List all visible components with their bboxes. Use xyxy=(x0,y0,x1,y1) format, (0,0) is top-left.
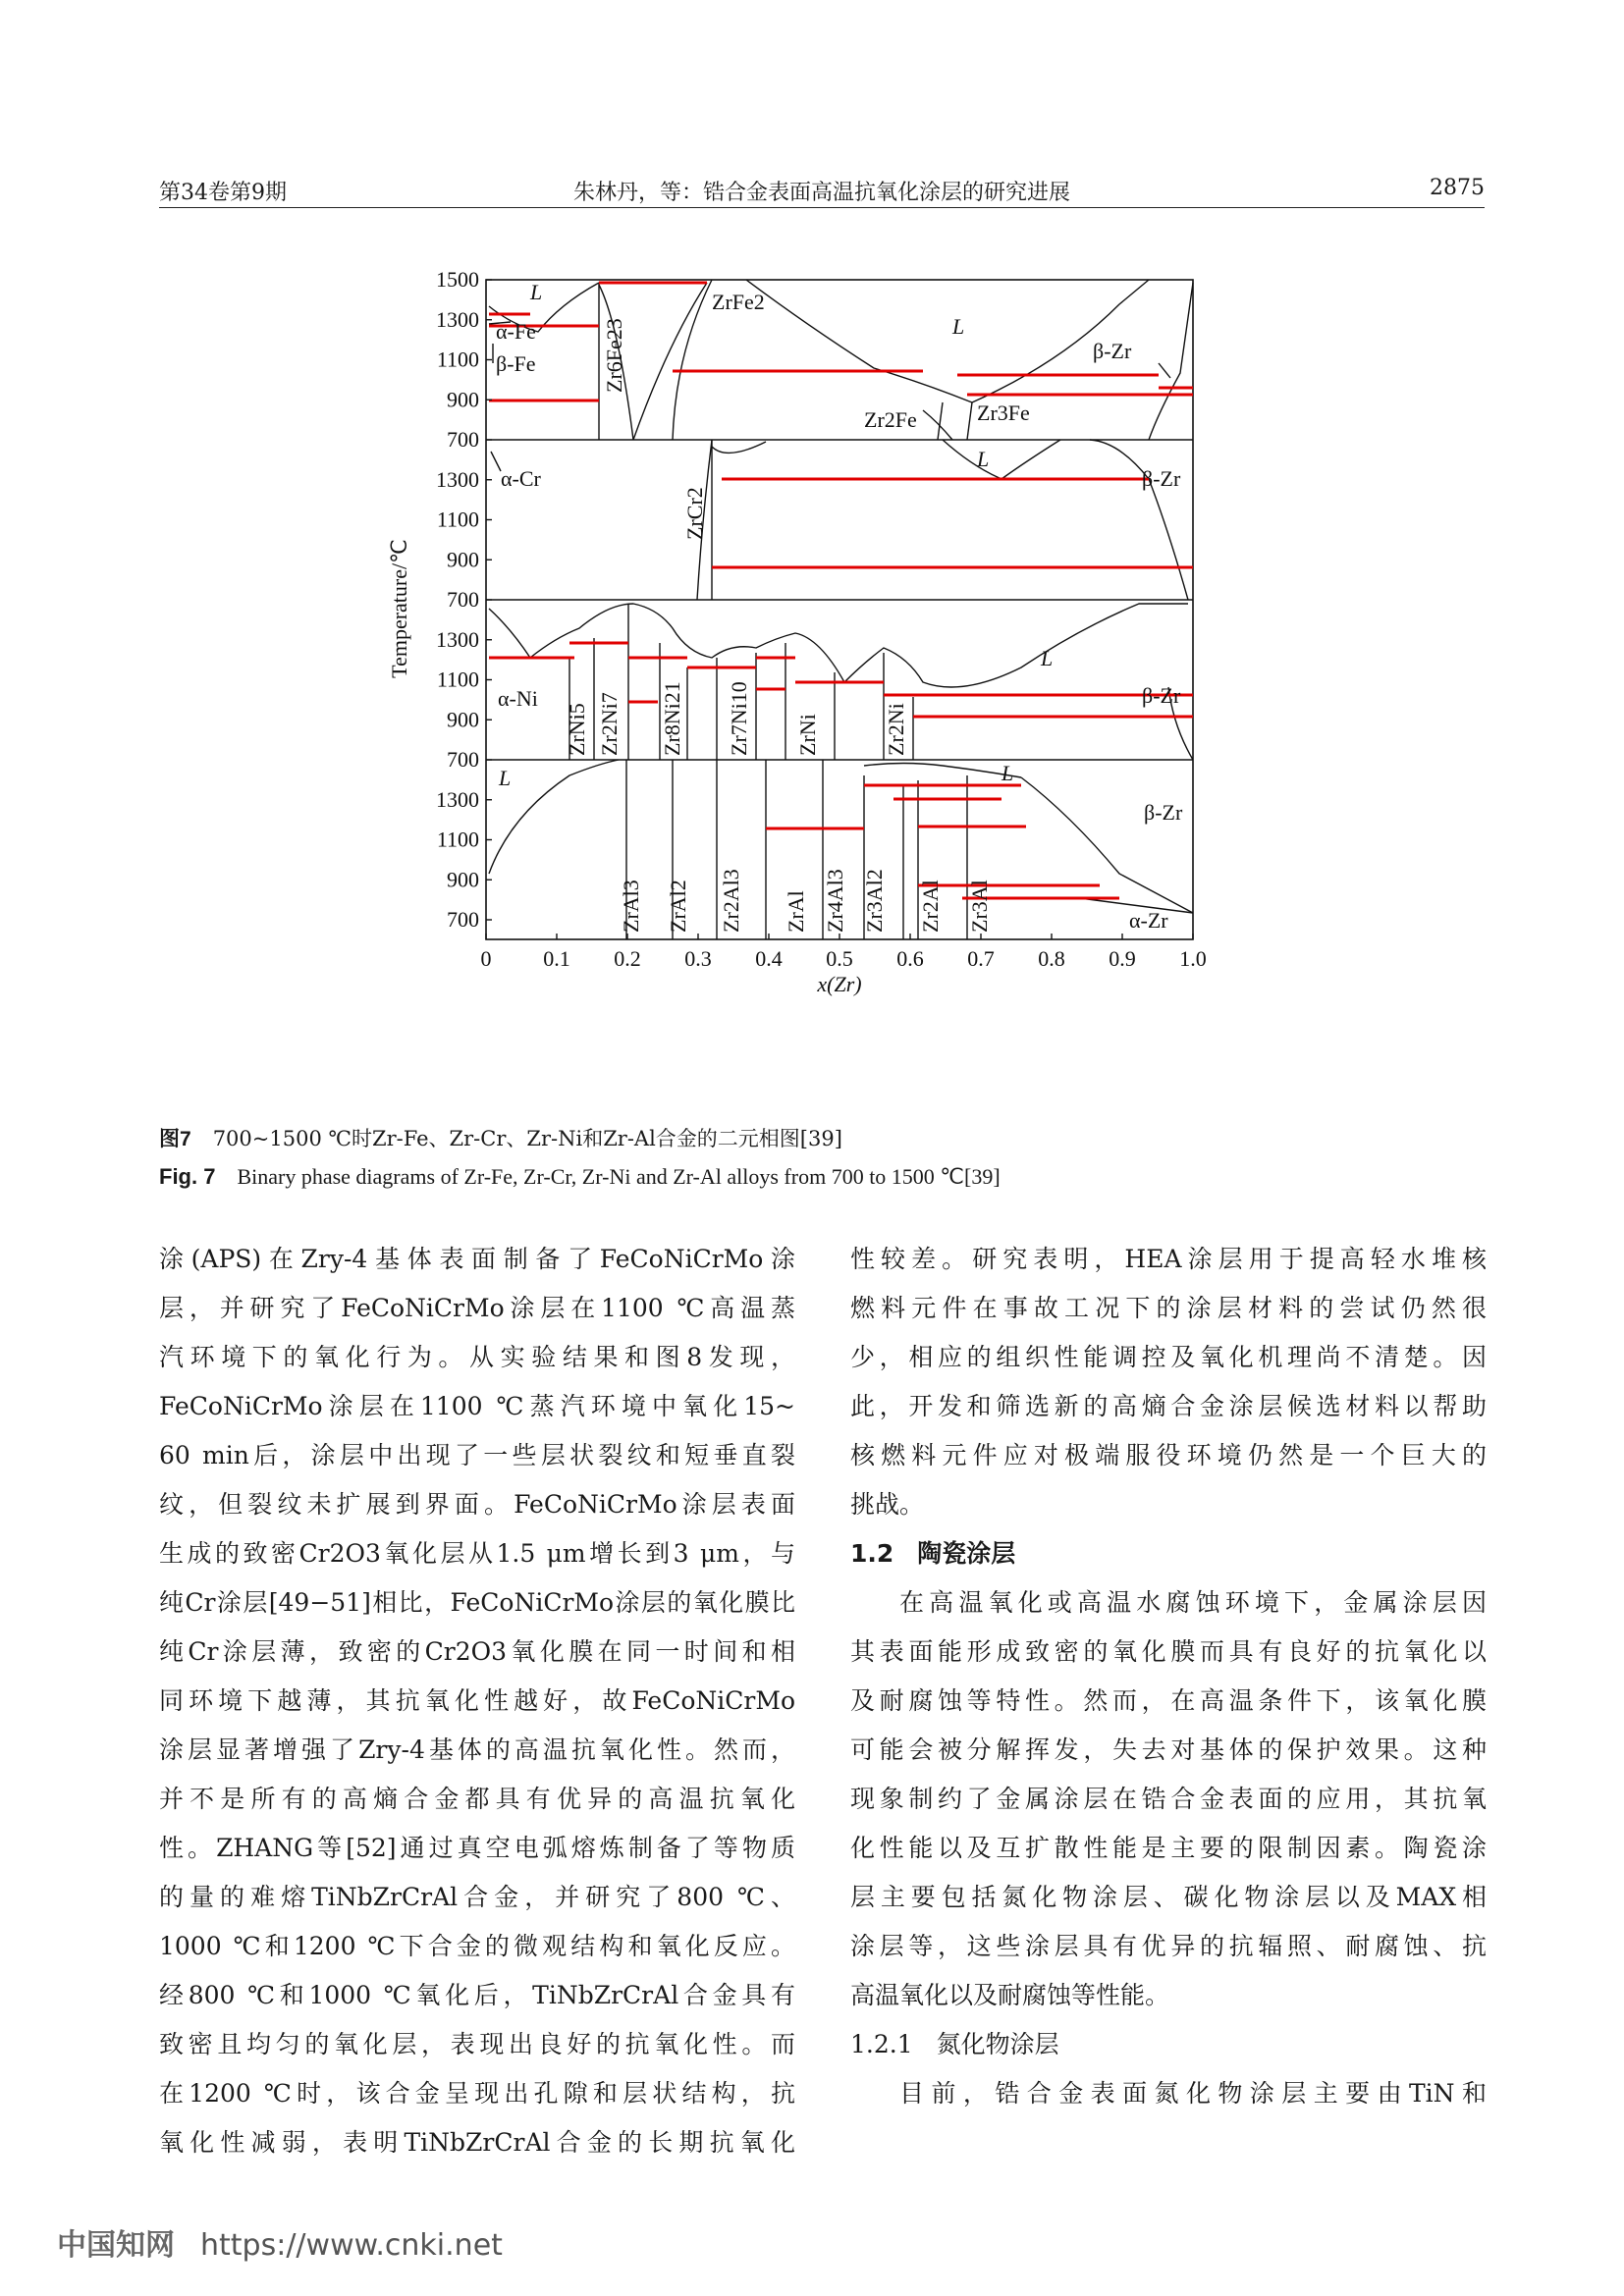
caption-en xyxy=(159,1164,1001,1190)
text-line: 涂(APS)在Zry-4基体表面制备了FeCoNiCrMo涂 xyxy=(159,1245,795,1273)
text-line: 致密且均匀的氧化层，表现出良好的抗氧化性。而 xyxy=(159,2030,795,2058)
zr-fe-label-6: Zr2Fe xyxy=(864,407,917,432)
text-line: 性。ZHANG等[52]通过真空电弧熔炼制备了等物质 xyxy=(159,1834,795,1862)
x-tick-9: 0.9 xyxy=(1109,946,1136,971)
zr-ni-label-2: ZrNi5 xyxy=(565,703,589,756)
text-line: 同环境下越薄，其抗氧化性越好，故FeCoNiCrMo xyxy=(159,1686,795,1715)
zr-al-label-8: Zr3Al xyxy=(967,880,992,933)
caption-en-text: Binary phase diagrams of Zr-Fe, Zr-Cr, Zr-Ni and Zr-Al alloys from 700 to 1500 ℃[39] xyxy=(237,1164,1001,1189)
x-tick-3: 0.3 xyxy=(684,946,712,971)
paragraph-ceramic-coatings xyxy=(850,1578,1487,2020)
zr-fe-label-7: Zr3Fe xyxy=(977,400,1030,425)
text-line: 经800 ℃和1000 ℃氧化后，TiNbZrCrAl合金具有 xyxy=(159,1981,795,2009)
text-line: 挑战。 xyxy=(850,1490,925,1519)
zr-al-label-1: ZrAl3 xyxy=(619,880,643,933)
zr-al-label-2: ZrAl2 xyxy=(666,880,690,933)
text-line: FeCoNiCrMo涂层在1100 ℃蒸汽环境中氧化15~ xyxy=(159,1392,795,1420)
zr-cr-label-3: β-Zr xyxy=(1142,466,1181,491)
running-title: 朱林丹，等：锆合金表面高温抗氧化涂层的研究进展 xyxy=(572,181,1071,205)
x-tick-0: 0 xyxy=(480,946,492,971)
zr-al-label-7: Zr2Al xyxy=(918,880,943,933)
text-line: 纯Cr涂层[49−51]相比，FeCoNiCrMo涂层的氧化膜比 xyxy=(159,1588,795,1617)
y-tick-2-0: 1300 xyxy=(436,626,479,652)
phase-diagram-svg xyxy=(373,265,1257,1109)
x-tick-1: 0.1 xyxy=(543,946,570,971)
zr-ni-label-0: L xyxy=(1041,646,1054,670)
zr-al-label-6: Zr3Al2 xyxy=(862,869,887,933)
y-tick-0-4: 700 xyxy=(447,427,479,452)
left-column xyxy=(159,1235,795,2167)
page-number: 2875 xyxy=(1430,176,1485,200)
text-line: 燃料元件在事故工况下的涂层材料的尝试仍然很 xyxy=(850,1294,1487,1322)
zr-al-label-9: L xyxy=(1001,761,1014,785)
zr-ni-label-4: Zr8Ni21 xyxy=(660,681,684,756)
y-tick-2-1: 1100 xyxy=(436,667,479,692)
text-line: 此，开发和筛选新的高熵合金涂层候选材料以帮助 xyxy=(850,1392,1487,1420)
running-header xyxy=(159,174,1485,208)
text-line: 在1200 ℃时，该合金呈现出孔隙和层状结构，抗 xyxy=(159,2079,795,2108)
x-tick-7: 0.7 xyxy=(967,946,995,971)
section-title: 陶瓷涂层 xyxy=(917,1539,1016,1568)
text-line: 及耐腐蚀等特性。然而，在高温条件下，该氧化膜 xyxy=(850,1686,1487,1715)
y-tick-1-3: 700 xyxy=(447,587,479,612)
text-line: 核燃料元件应对极端服役环境仍然是一个巨大的 xyxy=(850,1441,1487,1469)
text-line: 汽环境下的氧化行为。从实验结果和图8发现， xyxy=(159,1343,795,1371)
text-line: 层，并研究了FeCoNiCrMo涂层在1100 ℃高温蒸 xyxy=(159,1294,795,1322)
zr-fe-label-1: α-Fe xyxy=(496,319,536,344)
text-line: 生成的致密Cr2O3氧化层从1.5 μm增长到3 μm，与 xyxy=(159,1539,795,1568)
panel-zr-al-red-lines xyxy=(766,785,1119,898)
paragraph-hea-conclusion xyxy=(850,1235,1487,1529)
x-tick-6: 0.6 xyxy=(896,946,924,971)
text-line: 纹，但裂纹未扩展到界面。FeCoNiCrMo涂层表面 xyxy=(159,1490,795,1519)
zr-ni-label-7: Zr2Ni xyxy=(884,703,908,756)
y-tick-3-0: 1300 xyxy=(436,786,479,812)
zr-ni-label-5: Zr7Ni10 xyxy=(727,681,751,756)
zr-al-label-4: ZrAl xyxy=(784,890,808,933)
panel-zr-ni-labels xyxy=(498,646,1181,756)
panel-zr-fe-red-lines xyxy=(489,283,1193,400)
zr-fe-label-8: β-Zr xyxy=(1093,339,1132,363)
panel-zr-al-labels xyxy=(498,761,1183,933)
caption-zh-text: 700~1500 ℃时Zr-Fe、Zr-Cr、Zr-Ni和Zr-Al合金的二元相图[39] xyxy=(212,1127,842,1150)
zr-cr-label-1: ZrCr2 xyxy=(682,487,707,540)
y-tick-2-2: 900 xyxy=(447,707,479,732)
y-tick-0-1: 1300 xyxy=(436,306,479,332)
caption-en-label: Fig. 7 xyxy=(159,1164,216,1189)
x-tick-10: 1.0 xyxy=(1179,946,1207,971)
y-tick-labels xyxy=(436,267,492,932)
x-tick-4: 0.4 xyxy=(755,946,783,971)
y-tick-1-2: 900 xyxy=(447,547,479,572)
x-tick-2: 0.2 xyxy=(614,946,641,971)
y-tick-0-0: 1500 xyxy=(436,267,479,292)
text-line: 纯Cr涂层薄，致密的Cr2O3氧化膜在同一时间和相 xyxy=(159,1637,795,1666)
zr-al-label-5: Zr4Al3 xyxy=(823,869,847,933)
subsection-heading xyxy=(850,2020,1487,2069)
zr-al-label-0: L xyxy=(499,766,512,790)
text-line: 目前，锆合金表面氮化物涂层主要由TiN和 xyxy=(899,2079,1487,2108)
subsection-number: 1.2.1 xyxy=(850,2030,913,2058)
text-line: 涂层等，这些涂层具有优异的抗辐照、耐腐蚀、抗 xyxy=(850,1932,1487,1960)
zr-al-label-3: Zr2Al3 xyxy=(719,869,743,933)
text-line: 的量的难熔TiNbZrCrAl合金，并研究了800 ℃、 xyxy=(159,1883,795,1911)
zr-al-label-11: α-Zr xyxy=(1129,908,1168,933)
x-tick-8: 0.8 xyxy=(1038,946,1065,971)
y-tick-2-3: 700 xyxy=(447,747,479,772)
zr-cr-label-2: L xyxy=(977,447,990,471)
zr-fe-label-0: L xyxy=(530,280,543,304)
figure-phase-diagrams xyxy=(373,265,1257,1109)
zr-ni-label-8: β-Zr xyxy=(1142,683,1181,708)
zr-fe-label-4: ZrFe2 xyxy=(712,290,765,314)
panel-zr-cr-labels xyxy=(501,447,1181,540)
y-tick-0-2: 1100 xyxy=(436,347,479,372)
y-tick-3-1: 1100 xyxy=(436,827,479,852)
y-tick-1-0: 1300 xyxy=(436,466,479,492)
zr-ni-label-1: α-Ni xyxy=(498,686,538,711)
panel-zr-fe-labels xyxy=(496,280,1132,432)
zr-fe-label-2: β-Fe xyxy=(496,351,536,376)
text-line: 涂层显著增强了Zry-4基体的高温抗氧化性。然而， xyxy=(159,1735,795,1764)
caption-zh-label: 图7 xyxy=(159,1128,191,1150)
text-line: 性较差。研究表明，HEA涂层用于提高轻水堆核 xyxy=(850,1245,1487,1273)
zr-ni-label-6: ZrNi xyxy=(795,714,820,756)
y-tick-1-1: 1100 xyxy=(436,507,479,532)
section-heading xyxy=(850,1529,1487,1578)
section-number: 1.2 xyxy=(850,1539,894,1568)
paragraph-nitride-coatings xyxy=(850,2069,1487,2118)
panel-zr-cr-lines xyxy=(491,440,1188,600)
caption-zh xyxy=(159,1123,842,1152)
panel-zr-cr-red-lines xyxy=(712,479,1193,567)
text-line: 少，相应的组织性能调控及氧化机理尚不清楚。因 xyxy=(850,1343,1487,1371)
zr-al-label-10: β-Zr xyxy=(1144,800,1183,825)
zr-fe-label-5: L xyxy=(952,314,965,339)
journal-issue: 第34卷第9期 xyxy=(159,181,287,205)
y-tick-3-3: 700 xyxy=(447,907,479,932)
text-line: 氧化性减弱，表明TiNbZrCrAl合金的长期抗氧化 xyxy=(159,2128,795,2157)
text-line: 其表面能形成致密的氧化膜而具有良好的抗氧化以 xyxy=(850,1637,1487,1666)
x-axis-label: x(Zr) xyxy=(817,972,862,996)
subsection-title: 氮化物涂层 xyxy=(936,2030,1059,2058)
zr-fe-label-3: Zr6Fe23 xyxy=(602,318,626,393)
cnki-url[interactable]: https://www.cnki.net xyxy=(200,2228,503,2263)
text-line: 60 min后，涂层中出现了一些层状裂纹和短垂直裂 xyxy=(159,1441,795,1469)
text-line: 现象制约了金属涂层在锆合金表面的应用，其抗氧 xyxy=(850,1785,1487,1813)
text-line: 并不是所有的高熵合金都具有优异的高温抗氧化 xyxy=(159,1785,795,1813)
zr-cr-label-0: α-Cr xyxy=(501,466,541,491)
plot-frame xyxy=(486,280,1193,939)
panel-zr-fe-lines xyxy=(489,280,1193,440)
text-line: 可能会被分解挥发，失去对基体的保护效果。这种 xyxy=(850,1735,1487,1764)
text-line: 高温氧化以及耐腐蚀等性能。 xyxy=(850,1981,1170,2009)
text-line: 层主要包括氮化物涂层、碳化物涂层以及MAX相 xyxy=(850,1883,1487,1911)
cnki-brand: 中国知网 xyxy=(57,2228,175,2263)
text-line: 在高温氧化或高温水腐蚀环境下，金属涂层因 xyxy=(899,1588,1487,1617)
zr-ni-label-3: Zr2Ni7 xyxy=(597,692,622,756)
y-axis-label: Temperature/℃ xyxy=(387,539,411,678)
x-tick-5: 0.5 xyxy=(826,946,853,971)
right-column xyxy=(850,1235,1487,2118)
text-line: 化性能以及互扩散性能是主要的限制因素。陶瓷涂 xyxy=(850,1834,1487,1862)
footer xyxy=(57,2220,503,2264)
y-tick-0-3: 900 xyxy=(447,387,479,412)
text-line: 1000 ℃和1200 ℃下合金的微观结构和氧化反应。 xyxy=(159,1932,795,1960)
y-tick-3-2: 900 xyxy=(447,867,479,892)
